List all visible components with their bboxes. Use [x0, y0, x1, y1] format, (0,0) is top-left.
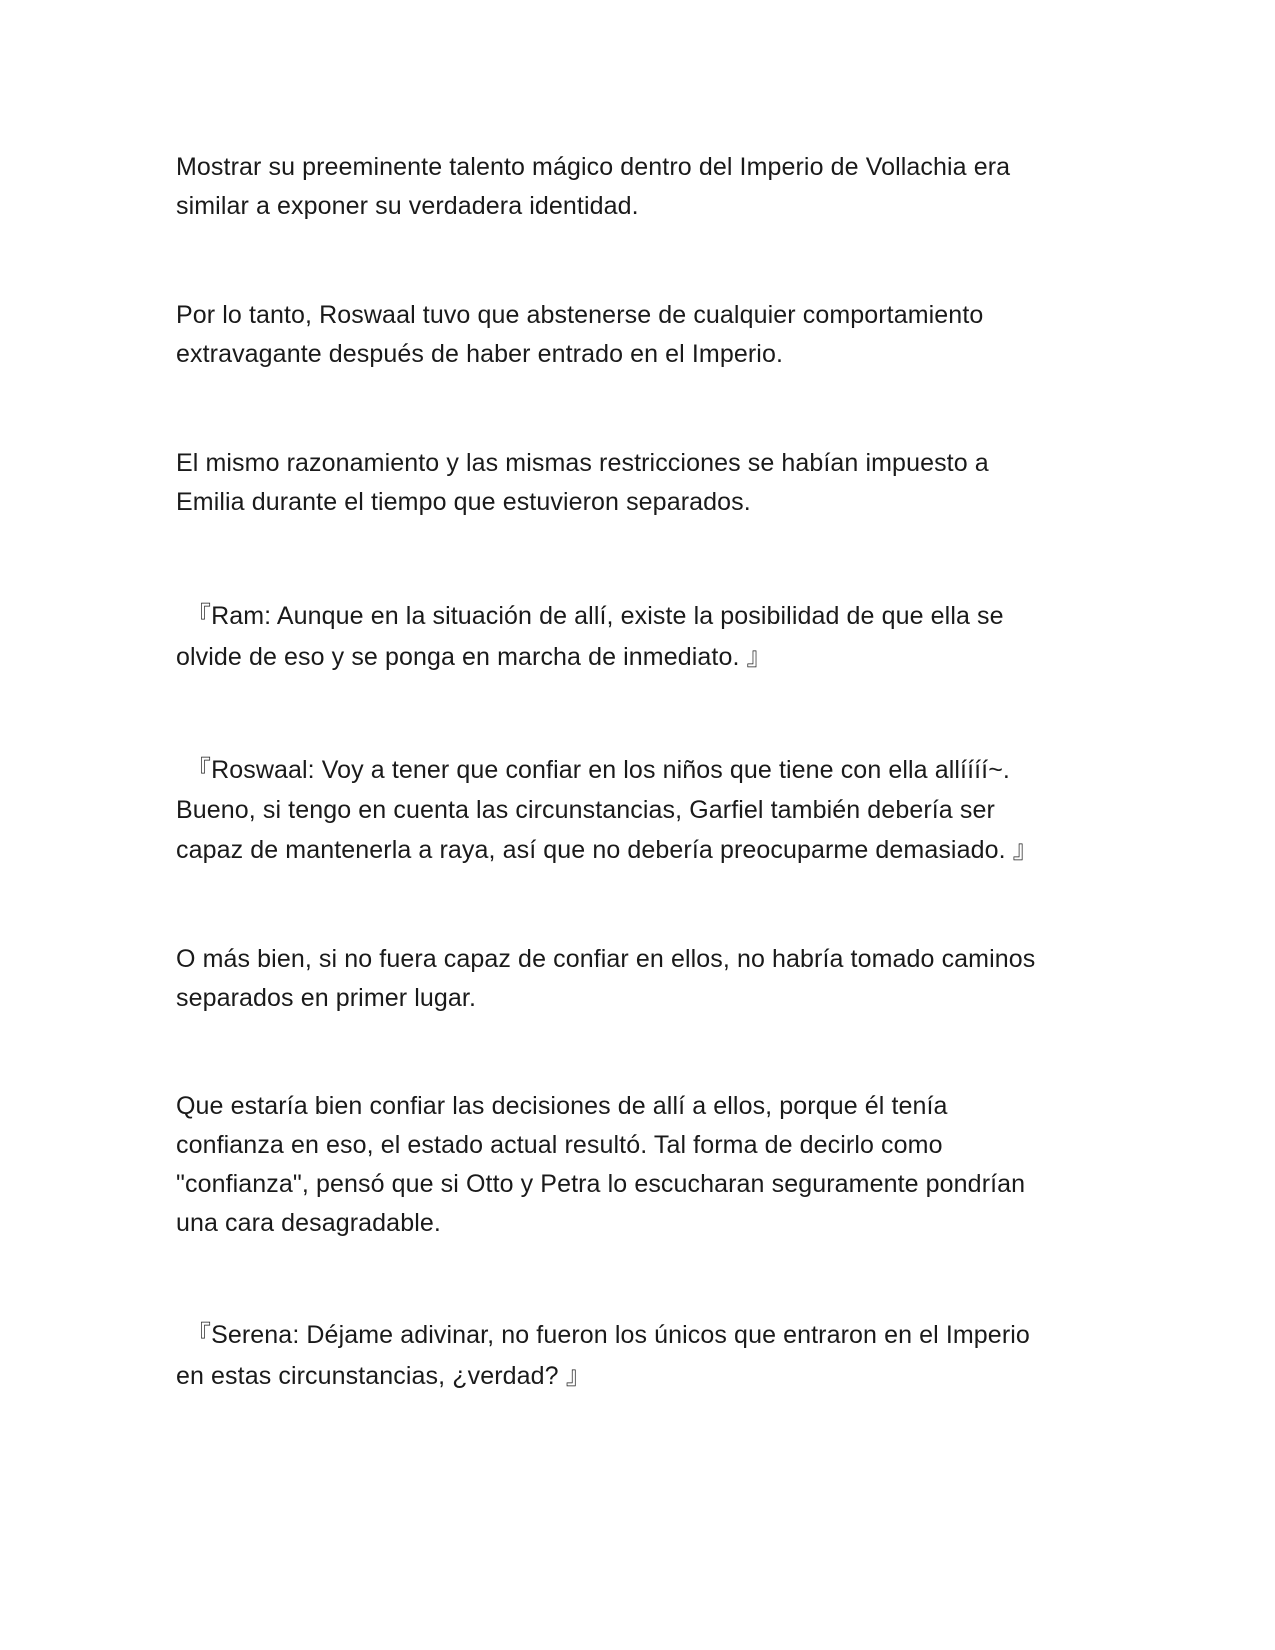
text-line: extravagante después de haber entrado en el Imperio.: [176, 340, 783, 368]
text-line: una cara desagradable.: [176, 1209, 441, 1237]
text-line: confianza en eso, el estado actual resultó. Tal forma de decirlo como: [176, 1131, 943, 1159]
text-line: O más bien, si no fuera capaz de confiar en ellos, no habría tomado caminos: [176, 945, 1036, 973]
text-line: Emilia durante el tiempo que estuvieron separados.: [176, 488, 751, 516]
text-line: en estas circunstancias, ¿verdad? 』: [176, 1362, 591, 1390]
text-line: Que estaría bien confiar las decisiones de allí a ellos, porque él tenía: [176, 1092, 948, 1120]
paragraph: [176, 296, 1096, 374]
paragraph: [176, 1087, 1096, 1243]
text-line: Bueno, si tengo en cuenta las circunstancias, Garfiel también debería ser: [176, 796, 995, 824]
text-line: 『Serena: Déjame adivinar, no fueron los únicos que entraron en el Imperio: [186, 1321, 1030, 1349]
text-line: similar a exponer su verdadera identidad.: [176, 192, 639, 220]
text-line: capaz de mantenerla a raya, así que no debería preocuparme demasiado. 』: [176, 836, 1038, 864]
text-line: 『Ram: Aunque en la situación de allí, existe la posibilidad de que ella se: [186, 602, 1004, 630]
dialogue-paragraph-ram: [176, 596, 1096, 678]
text-line: Por lo tanto, Roswaal tuvo que abstenerse de cualquier comportamiento: [176, 301, 984, 329]
paragraph: [176, 444, 1096, 522]
text-line: El mismo razonamiento y las mismas restricciones se habían impuesto a: [176, 449, 989, 477]
text-line: "confianza", pensó que si Otto y Petra lo escucharan seguramente pondrían: [176, 1170, 1026, 1198]
dialogue-paragraph-roswaal: [176, 750, 1096, 870]
text-line: separados en primer lugar.: [176, 984, 476, 1012]
dialogue-paragraph-serena: [176, 1315, 1096, 1397]
text-line: 『Roswaal: Voy a tener que confiar en los niños que tiene con ella allíííí~.: [186, 756, 1010, 784]
paragraph: [176, 940, 1096, 1018]
text-line: Mostrar su preeminente talento mágico dentro del Imperio de Vollachia era: [176, 153, 1011, 181]
text-line: olvide de eso y se ponga en marcha de inmediato. 』: [176, 643, 772, 671]
paragraph: [176, 148, 1096, 226]
